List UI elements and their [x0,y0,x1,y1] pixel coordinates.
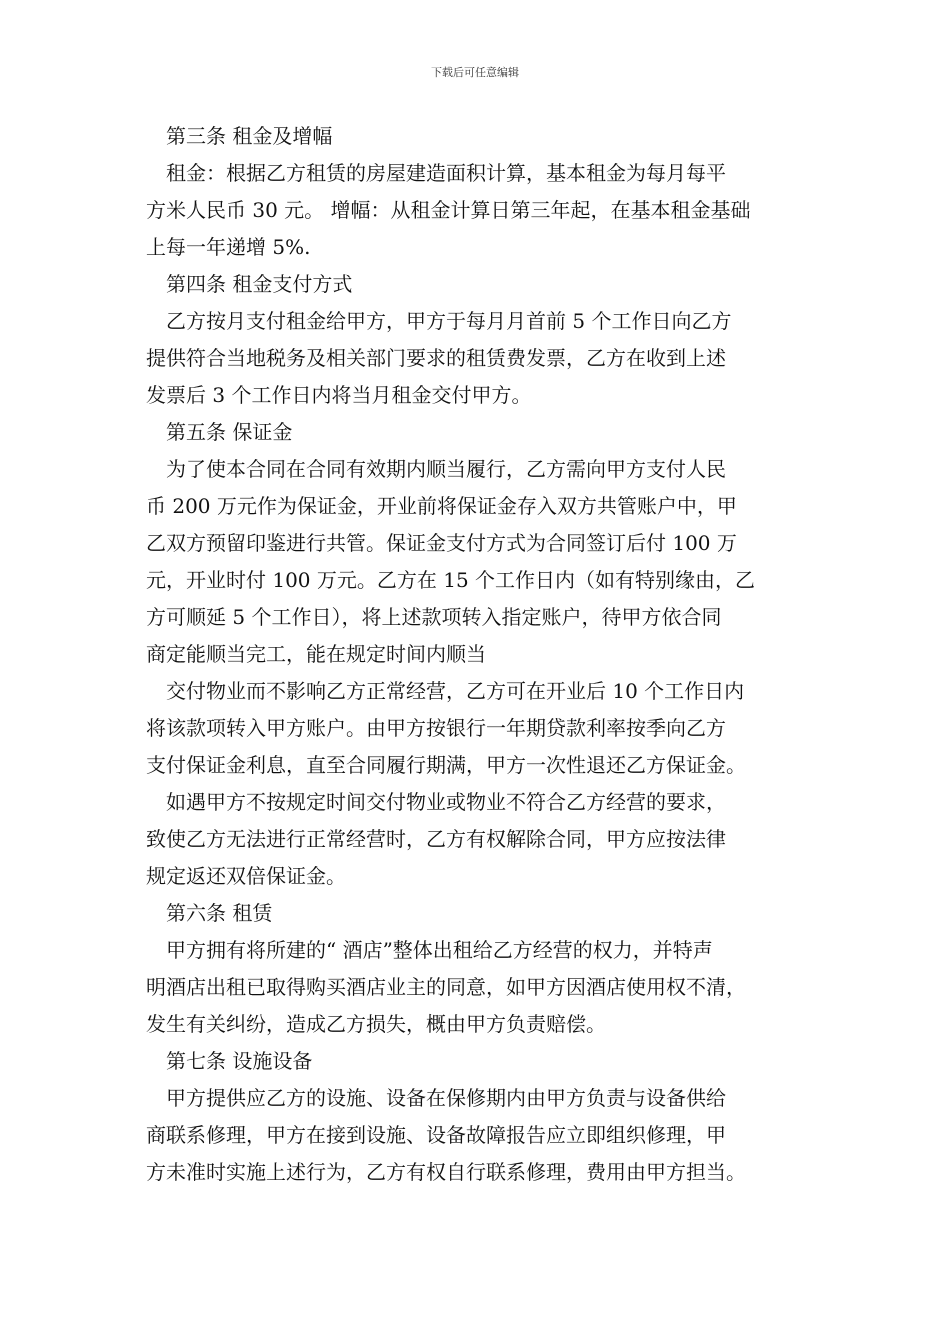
paragraph-line: 商联系修理，甲方在接到设施、设备故障报告应立即组织修理，甲 [146,1123,726,1147]
paragraph [146,1080,836,1191]
paragraph-line: 如遇甲方不按规定时间交付物业或物业不符合乙方经营的要求， [166,790,726,814]
paragraph-line: 币 200 万元作为保证金，开业前将保证金存入双方共管账户中，甲 [146,494,737,518]
paragraph-line: 发生有关纠纷，造成乙方损失，概由甲方负责赔偿。 [146,1012,606,1036]
paragraph-line: 乙方按月支付租金给甲方，甲方于每月月首前 5 个工作日向乙方 [166,309,732,333]
paragraph-line: 元，开业时付 100 万元。乙方在 15 个工作日内（如有特别缘由，乙 [146,568,756,592]
paragraph-line: 商定能顺当完工，能在规定时间内顺当 [146,642,486,666]
paragraph [146,155,836,266]
paragraph-line: 乙双方预留印鉴进行共管。保证金支付方式为合同签订后付 100 万 [146,531,737,555]
paragraph-line: 致使乙方无法进行正常经营时，乙方有权解除合同，甲方应按法律 [146,827,726,851]
paragraph [146,932,836,1043]
article-heading: 第五条 保证金 [166,420,293,444]
paragraph-line: 为了使本合同在合同有效期内顺当履行，乙方需向甲方支付人民 [166,457,726,481]
article-heading: 第四条 租金支付方式 [166,272,353,296]
paragraph-line: 方未准时实施上述行为，乙方有权自行联系修理，费用由甲方担当。 [146,1160,746,1184]
paragraph [146,673,836,784]
paragraph-line: 支付保证金利息，直至合同履行期满，甲方一次性退还乙方保证金。 [146,753,746,777]
page-header: 下载后可任意编辑 [431,66,519,79]
document-body [146,118,836,1191]
paragraph-line: 交付物业而不影响乙方正常经营，乙方可在开业后 10 个工作日内 [166,679,745,703]
paragraph-line: 发票后 3 个工作日内将当月租金交付甲方。 [146,383,532,407]
paragraph-line: 上每一年递增 5%. [146,235,311,259]
article-heading: 第七条 设施设备 [166,1049,313,1073]
paragraph [146,451,836,673]
paragraph-line: 规定返还双倍保证金。 [146,864,346,888]
paragraph-line: 提供符合当地税务及相关部门要求的租赁费发票，乙方在收到上述 [146,346,726,370]
paragraph-line: 甲方拥有将所建的“ 酒店”整体出租给乙方经营的权力，并特声 [166,938,713,962]
paragraph-line: 甲方提供应乙方的设施、设备在保修期内由甲方负责与设备供给 [166,1086,726,1110]
paragraph-line: 明酒店出租已取得购买酒店业主的同意，如甲方因酒店使用权不清， [146,975,746,999]
paragraph-line: 租金：根据乙方租赁的房屋建造面积计算，基本租金为每月每平 [166,161,726,185]
paragraph-line: 方米人民币 30 元。 增幅：从租金计算日第三年起，在基本租金基础 [146,198,751,222]
article-heading: 第六条 租赁 [166,901,273,925]
paragraph-line: 方可顺延 5 个工作日），将上述款项转入指定账户，待甲方依合同 [146,605,722,629]
paragraph-line: 将该款项转入甲方账户。由甲方按银行一年期贷款利率按季向乙方 [146,716,726,740]
article-heading: 第三条 租金及增幅 [166,124,333,148]
paragraph [146,303,836,414]
paragraph [146,784,836,895]
